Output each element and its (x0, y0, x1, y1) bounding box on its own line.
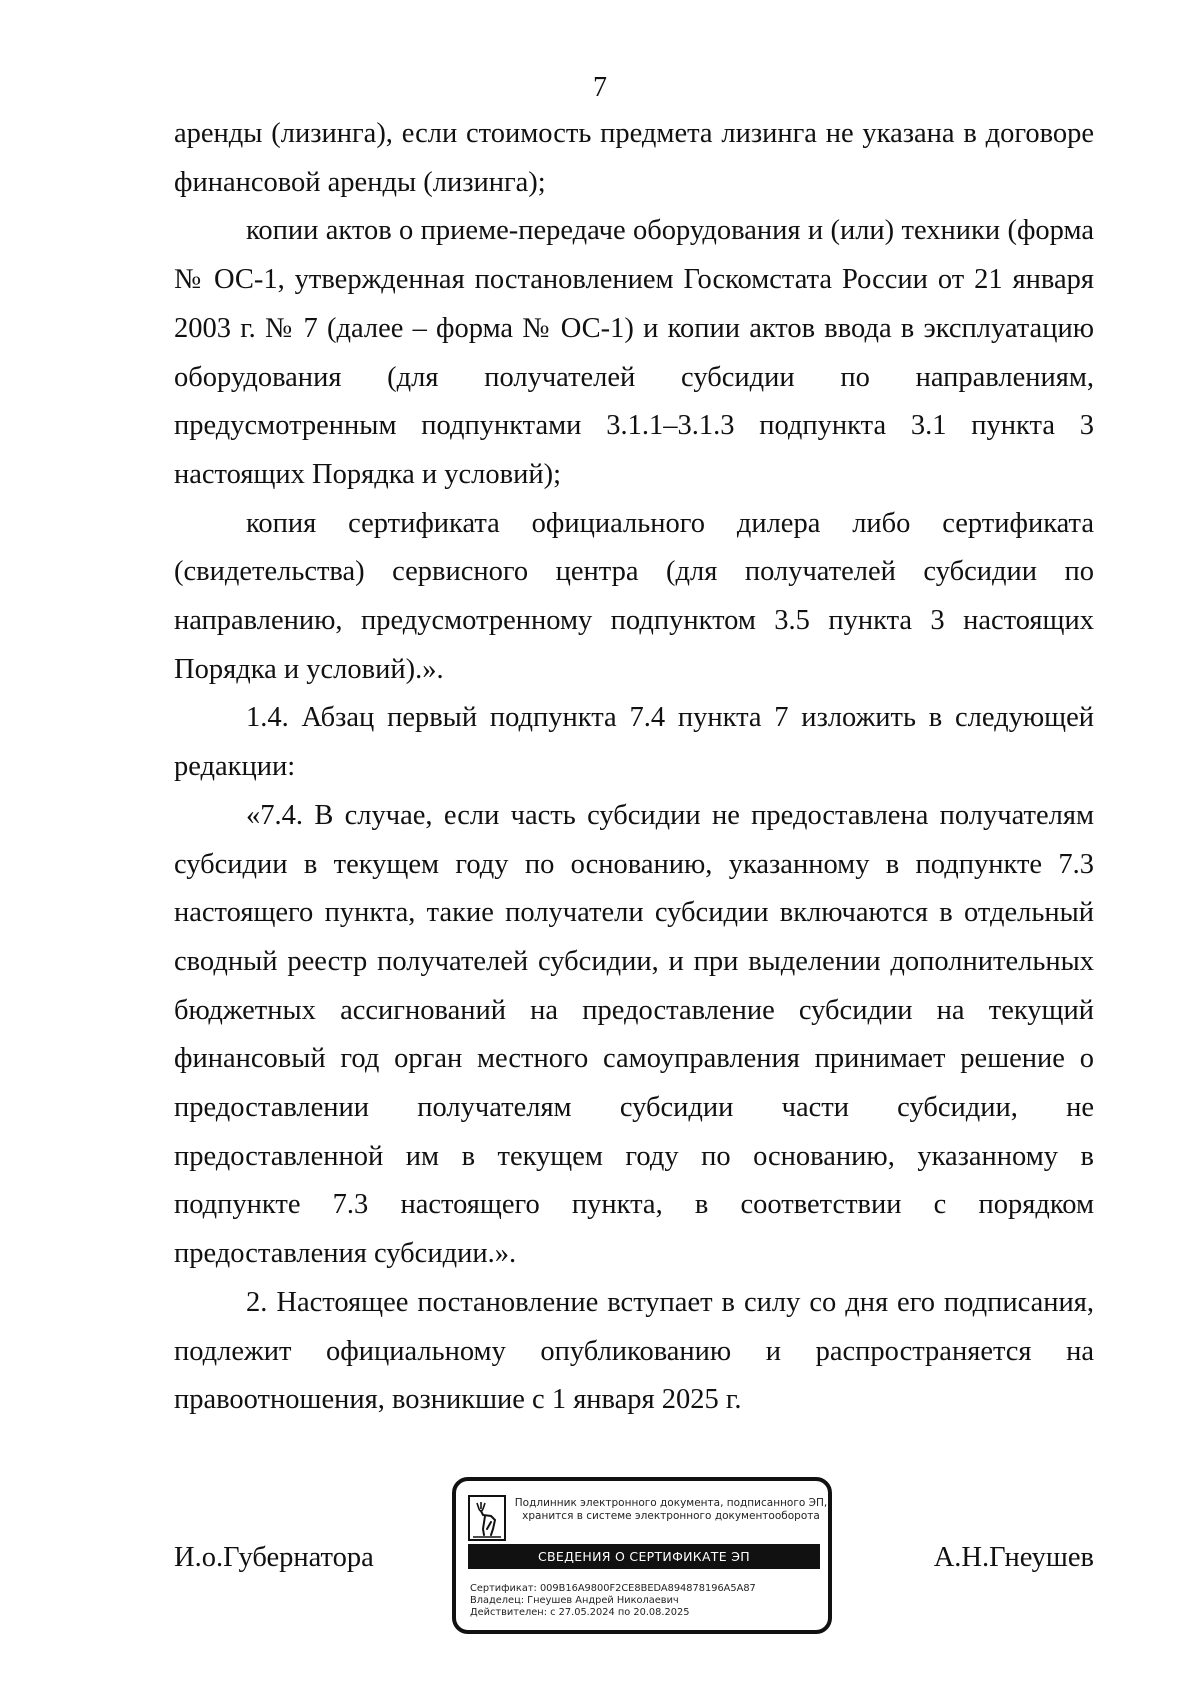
signatory-name: А.Н.Гнеушев (933, 1542, 1094, 1573)
paragraph-clause-1-4: 1.4. Абзац первый подпункта 7.4 пункта 7 изложить в следующей редакции: (174, 702, 1094, 783)
page-number: 7 (593, 72, 607, 103)
electronic-signature-stamp (452, 1477, 832, 1634)
certificate-owner: Владелец: Гнеушев Андрей Николаевич (470, 1595, 679, 1607)
stamp-header: СВЕДЕНИЯ О СЕРТИФИКАТЕ ЭП (468, 1544, 820, 1569)
stamp-details (470, 1583, 820, 1620)
paragraph-clause-7-4: «7.4. В случае, если часть субсидии не предоставлена получателям субсидии в текущем году по основанию, указанному в подпункте 7.3 настоящего пункта, такие получатели субсидии включаются в отдельный сводный реестр получателей субсидии, и при выделении дополнительных бюджетных ассигнований на предоставление субсидии на текущий финансовый год орган местного самоуправления принимает решение о предоставлении получателям субсидии части субсидии, не предоставленной им в текущем году по основанию, указанному в подпункте 7.3 настоящего пункта, в соответствии с порядком предоставления субсидии.». (174, 799, 1094, 1270)
paragraph-dealer-certificate: копия сертификата официального дилера либо сертификата (свидетельства) сервисного центра (для получателей субсидии по направлению, предусмотренному подпунктом 3.5 пункта 3 настоящих Порядка и условий).». (174, 507, 1094, 685)
certificate-number: Сертификат: 009B16A9800F2CE8BEDA894878196A5A87 (470, 1583, 756, 1594)
paragraph-acts-copies: копии актов о приеме-передаче оборудования и (или) техники (форма № ОС-1, утвержденная постановлением Госкомстата России от 21 января 2003 г. № 7 (далее – форма № ОС-1) и копии актов ввода в эксплуатацию оборудования (для получателей субсидии по направлениям, предусмотренным подпунктами 3.1.1–3.1.3 подпункта 3.1 пункта 3 настоящих Порядка и условий); (174, 215, 1094, 490)
certificate-validity: Действителен: с 27.05.2024 по 20.08.2025 (470, 1607, 690, 1619)
paragraph-clause-2: 2. Настоящее постановление вступает в силу со дня его подписания, подлежит официальному опубликованию и распространяется на правоотношения, возникшие с 1 января 2025 г. (174, 1286, 1094, 1416)
stamp-note: Подлинник электронного документа, подписанного ЭП, хранится в системе электронного документооборота (514, 1497, 828, 1522)
document-body (174, 110, 1094, 1425)
signatory-position: И.о.Губернатора (174, 1542, 374, 1573)
coat-of-arms-deer-icon (468, 1495, 506, 1541)
paragraph-continuation: аренды (лизинга), если стоимость предмета лизинга не указана в договоре финансовой аренды (лизинга); (174, 118, 1094, 198)
